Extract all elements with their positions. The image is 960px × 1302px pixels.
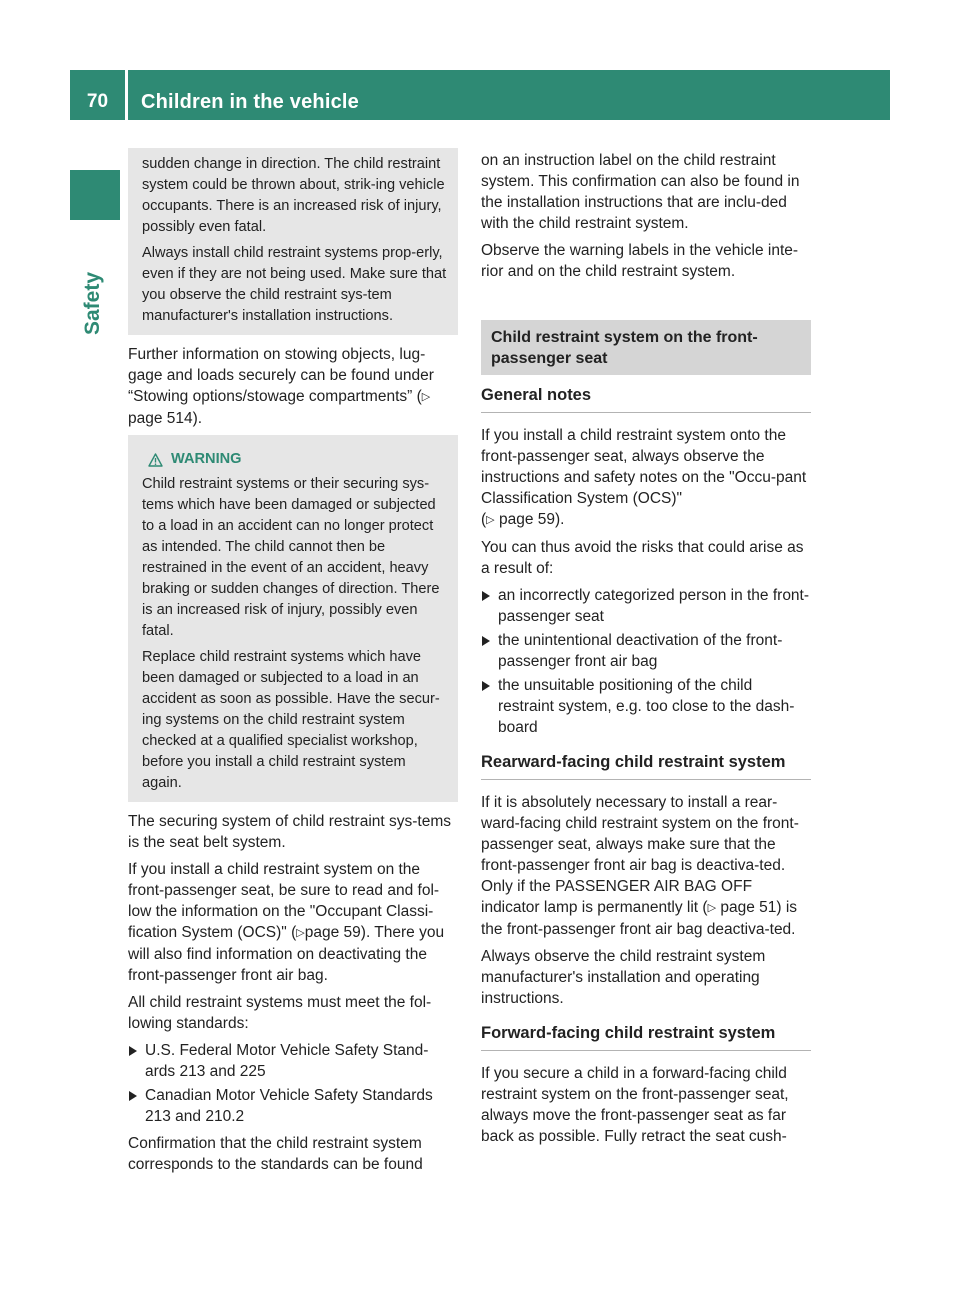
body-paragraph: Always observe the child restraint system manufacturer's installation and operating instructions. [481, 948, 766, 1007]
subheading-general-notes: General notes [481, 385, 811, 413]
body-paragraph: on an instruction label on the child restraint system. This confirmation can also be found in the installation instructions that are inclu-ded with the child restraint system. [481, 152, 800, 232]
body-paragraph: All child restraint systems must meet the fol-lowing standards: [128, 994, 432, 1032]
warning-paragraph: Child restraint systems or their securing sys-tems which have been damaged or subjected to a load in an accident can no longer protect as intended. The child cannot then be restrained in the event of an accident, heavy braking or sudden changes of direction. There is an increased risk of injury, possibly even fatal. [142, 476, 440, 639]
page-ref-arrow-icon: ▷ [296, 927, 305, 939]
page-ref-link[interactable]: page 514). [128, 410, 203, 427]
page-number: 70 [86, 91, 109, 112]
section-label: Safety [81, 271, 104, 335]
risks-list [481, 585, 811, 738]
section-heading: Child restraint system on the front-passenger seat [481, 320, 811, 375]
list-item: an incorrectly categorized person in the front-passenger seat [481, 585, 811, 627]
body-paragraph: You can thus avoid the risks that could arise as a result of: [481, 539, 804, 577]
page-title: Children in the vehicle [141, 91, 359, 113]
warning-triangle-icon [148, 453, 163, 467]
warning-box [128, 435, 458, 802]
header-separator [125, 70, 128, 120]
page-ref-link[interactable]: page 59). [498, 511, 565, 528]
page-ref-link[interactable]: page 59). There you will also find information on deactivating the front-passenger front air bag. [128, 924, 445, 984]
body-paragraph: Observe the warning labels in the vehicle inte-rior and on the child restraint system. [481, 242, 799, 280]
warning-title: WARNING [142, 449, 448, 470]
list-item: the unsuitable positioning of the child restraint system, e.g. too close to the dash-board [481, 675, 811, 738]
page-ref-arrow-icon: ▷ [707, 902, 717, 914]
list-item: the unintentional deactivation of the front-passenger front air bag [481, 630, 811, 672]
body-paragraph: If you install a child restraint system onto the front-passenger seat, always observe the instructions and safety notes on the "Occu-pant Classification System (OCS)" (▷ page 59). [481, 427, 807, 528]
body-paragraph: Further information on stowing objects, lug-gage and loads securely can be found under “Stowing options/stowage compartments” (▷ page 514). [128, 346, 434, 427]
body-paragraph: If it is absolutely necessary to install a rear-ward-facing child restraint system on the front-passenger seat, always make sure that the front-passenger front air bag is deactiva-ted. Only if the PASSENGER AIR BAG OFF indicator lamp is permanently lit (▷ page 51) is the front-passenger front air bag deactiva-ted. [481, 794, 799, 938]
subheading-forward: Forward-facing child restraint system [481, 1023, 811, 1051]
body-paragraph: Confirmation that the child restraint system corresponds to the standards can be found [128, 1135, 423, 1173]
body-paragraph: If you secure a child in a forward-facing child restraint system on the front-passenger seat, always move the front-passenger seat as far back as possible. Fully retract the seat cush- [481, 1065, 789, 1145]
note-box [128, 148, 458, 335]
section-marker [70, 170, 120, 220]
body-paragraph: The securing system of child restraint sys-tems is the seat belt system. [128, 813, 452, 851]
standards-list [128, 1040, 458, 1127]
right-column [481, 150, 811, 1153]
list-item: U.S. Federal Motor Vehicle Safety Stand-ards 213 and 225 [128, 1040, 458, 1082]
note-paragraph: Always install child restraint systems prop-erly, even if they are not being used. Make sure that you observe the child restraint sys-tem manufacturer's installation instructions. [142, 245, 447, 324]
list-item: Canadian Motor Vehicle Safety Standards 213 and 210.2 [128, 1085, 458, 1127]
subheading-rearward: Rearward-facing child restraint system [481, 752, 811, 780]
body-paragraph: If you install a child restraint system on the front-passenger seat, be sure to read and fol-low the information on the "Occupant Classi-fication System (OCS)" (▷page 59). There you will also find information on deactivating the front-passenger front air bag. [128, 861, 445, 984]
page-ref-arrow-icon: ▷ [421, 391, 431, 403]
warning-paragraph: Replace child restraint systems which have been damaged or subjected to a load in an accident as soon as possible. Have the secur-ing systems on the child restraint system checked at a qualified specialist workshop, before you install a child restraint system again. [142, 649, 440, 791]
note-paragraph: sudden change in direction. The child restraint system could be thrown about, strik-ing vehicle occupants. There is an increased risk of injury, possibly even fatal. [142, 156, 445, 235]
left-column [128, 150, 458, 1181]
page-ref-link[interactable]: page 51) is the front-passenger front air bag deactiva-ted. [481, 899, 798, 938]
page-ref-arrow-icon: ▷ [486, 514, 495, 526]
